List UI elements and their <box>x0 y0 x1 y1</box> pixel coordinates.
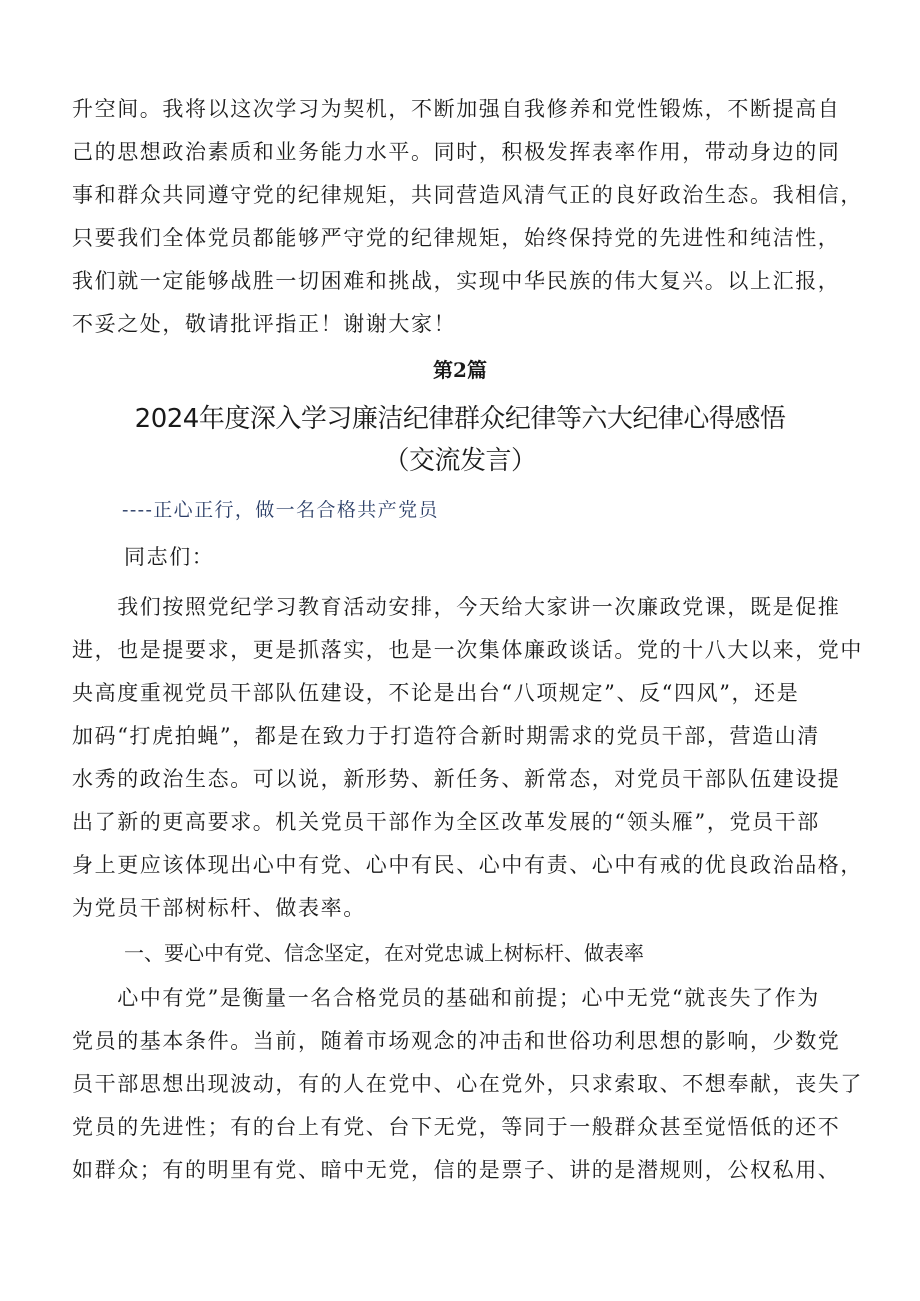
text-line: 身上更应该体现出心中有党、心中有民、心中有责、心中有戒的优良政治品格， <box>72 853 863 877</box>
salutation: 同志们： <box>124 545 215 569</box>
text-line: 心中有党”是衡量一名合格党员的基础和前提；心中无党“就丧失了作为 <box>72 986 820 1010</box>
title-line: 2024年度深入学习廉洁纪律群众纪律等六大纪律心得感悟 <box>134 404 786 434</box>
text-line: 只要我们全体党员都能够严守党的纪律规矩，始终保持党的先进性和纯洁性， <box>72 226 841 250</box>
text-line: 党员的先进性；有的台上有党、台下无党，等同于一般群众甚至觉悟低的还不 <box>72 1115 841 1139</box>
text-line: 进，也是提要求，更是抓落实，也是一次集体廉政谈话。党的十八大以来，党中 <box>72 638 863 662</box>
article-number-label: 第2篇 <box>433 358 487 382</box>
text-line: 出了新的更高要求。机关党员干部作为全区改革发展的“领头雁”，党员干部 <box>72 810 820 834</box>
text-line: 党员的基本条件。当前，随着市场观念的冲击和世俗功利思想的影响，少数党 <box>72 1029 841 1053</box>
section-heading: 一、要心中有党、信念坚定，在对党忠诚上树标杆、做表率 <box>124 941 644 965</box>
text-line: 事和群众共同遵守党的纪律规矩，共同营造风清气正的良好政治生态。我相信， <box>72 183 863 207</box>
text-line: 我们就一定能够战胜一切困难和挑战，实现中华民族的伟大复兴。以上汇报， <box>72 269 841 293</box>
text-line: 不妥之处，敬请批评指正！谢谢大家！ <box>72 312 457 336</box>
section-paragraph <box>72 977 862 1192</box>
closing-paragraph <box>72 88 862 346</box>
article-title <box>60 398 860 482</box>
text-line: 如群众；有的明里有党、暗中无党，信的是票子、讲的是潜规则，公权私用、 <box>72 1158 841 1182</box>
text-line: 我们按照党纪学习教育活动安排，今天给大家讲一次廉政党课，既是促推 <box>72 595 841 619</box>
title-line: （交流发言） <box>383 446 537 476</box>
text-line: 己的思想政治素质和业务能力水平。同时，积极发挥表率作用，带动身边的同 <box>72 140 841 164</box>
text-line: 为党员干部树标杆、做表率。 <box>72 896 366 920</box>
article-subtitle: ----正心正行，做一名合格共产党员 <box>122 499 439 521</box>
intro-paragraph <box>72 586 862 930</box>
text-line: 加码“打虎拍蝇”，都是在致力于打造符合新时期需求的党员干部，营造山清 <box>72 724 820 748</box>
text-line: 央高度重视党员干部队伍建设，不论是出台“八项规定”、反“四风”，还是 <box>72 681 800 705</box>
text-line: 员干部思想出现波动，有的人在党中、心在党外，只求索取、不想奉献，丧失了 <box>72 1072 863 1096</box>
text-line: 升空间。我将以这次学习为契机，不断加强自我修养和党性锻炼，不断提高自 <box>72 97 841 121</box>
text-line: 水秀的政治生态。可以说，新形势、新任务、新常态，对党员干部队伍建设提 <box>72 767 841 791</box>
